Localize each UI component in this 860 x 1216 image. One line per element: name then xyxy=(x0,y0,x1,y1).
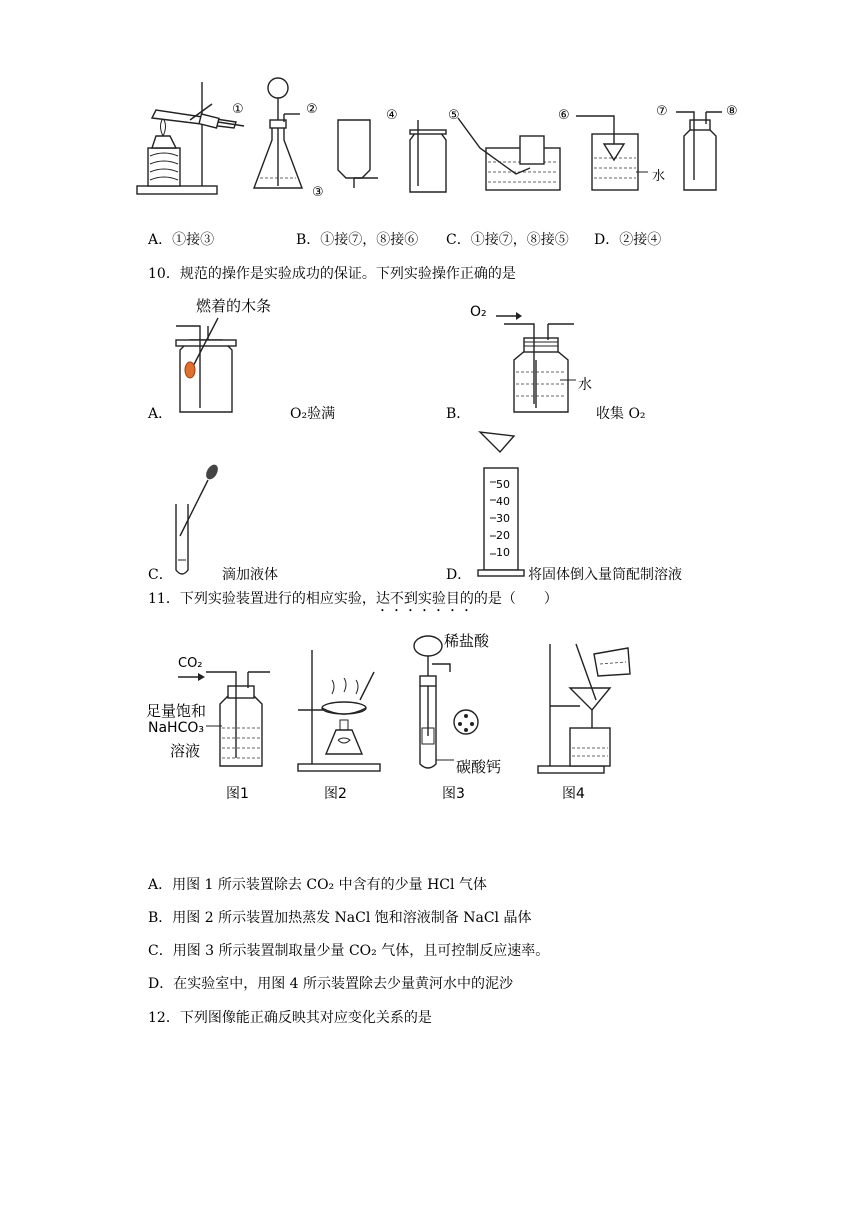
scale-mark-40: 40 xyxy=(496,495,510,508)
scale-mark-20: 20 xyxy=(496,529,510,542)
q10-stem: 10．规范的操作是实验成功的保证。下列实验操作正确的是 xyxy=(148,266,516,282)
q11-option-b[interactable]: B．用图 2 所示装置加热蒸发 NaCl 饱和溶液制备 NaCl 晶体 xyxy=(148,910,532,926)
fig1-solution-line3: 溶液 xyxy=(170,742,201,760)
q10-option-b-text: 收集 O₂ xyxy=(596,406,646,422)
fig3-acid-label: 稀盐酸 xyxy=(444,632,490,650)
fig2-evaporation xyxy=(298,650,380,771)
device-label-1: ① xyxy=(232,102,244,117)
fig2-caption: 图2 xyxy=(324,786,347,802)
q10-option-d-text: 将固体倒入量筒配制溶液 xyxy=(528,567,682,583)
q11-option-c[interactable]: C．用图 3 所示装置制取量少量 CO₂ 气体，且可控制反应速率。 xyxy=(148,943,550,959)
device-label-8: ⑧ xyxy=(726,104,738,119)
fig1-caption: 图1 xyxy=(226,786,249,802)
device-label-3: ③ xyxy=(312,185,324,200)
q11-stem: 11．下列实验装置进行的相应实验，达不到实验目的的是（ ） xyxy=(148,591,558,607)
fig3-caption: 图3 xyxy=(442,786,465,802)
water-label-b: 水 xyxy=(578,377,592,393)
q10-option-b-letter[interactable]: B． xyxy=(446,406,471,422)
q9-option-b[interactable]: B．①接⑦，⑧接⑥ xyxy=(296,232,419,248)
fig4-caption: 图4 xyxy=(562,786,585,802)
scale-mark-10: 10 xyxy=(496,546,510,559)
q11-emphasis: 达不到实验目的 xyxy=(375,591,474,607)
scale-mark-50: 50 xyxy=(496,478,510,491)
q9-option-d[interactable]: D．②接④ xyxy=(594,232,662,248)
device-label-5: ⑤ xyxy=(448,108,460,123)
q10-option-a-text: O₂验满 xyxy=(290,406,336,422)
q10-option-c-letter[interactable]: C． xyxy=(148,567,173,583)
q9-option-c[interactable]: C．①接⑦，⑧接⑤ xyxy=(446,232,569,248)
q10-option-a-letter[interactable]: A． xyxy=(148,406,173,422)
q11-option-d[interactable]: D．在实验室中，用图 4 所示装置除去少量黄河水中的泥沙 xyxy=(148,976,514,992)
fig1-co2-label: CO₂ xyxy=(178,656,203,671)
q9-option-a[interactable]: A．①接③ xyxy=(148,232,215,248)
device-label-4: ④ xyxy=(386,108,398,123)
fig3-co2-generator xyxy=(414,636,478,768)
fig4-filtration xyxy=(538,644,630,773)
device-label-6: ⑥ xyxy=(558,108,570,123)
fig1-wash-bottle xyxy=(178,672,270,766)
scale-mark-30: 30 xyxy=(496,512,510,525)
water-label: 水 xyxy=(652,169,666,184)
fig1-solution-line1: 足量饱和 xyxy=(146,702,207,720)
q10-option-d-letter[interactable]: D． xyxy=(446,567,472,583)
fig3-solid-label: 碳酸钙 xyxy=(456,758,502,776)
burning-stick-label: 燃着的木条 xyxy=(196,297,272,315)
fig1-solution-line2: NaHCO₃ xyxy=(148,720,204,736)
device-label-7: ⑦ xyxy=(656,104,668,119)
device-label-2: ② xyxy=(306,102,318,117)
q12-stem: 12．下列图像能正确反映其对应变化关系的是 xyxy=(148,1010,432,1026)
q11-option-a[interactable]: A．用图 1 所示装置除去 CO₂ 中含有的少量 HCl 气体 xyxy=(148,877,487,893)
q10-option-c-text: 滴加液体 xyxy=(222,567,278,583)
o2-inlet-label: O₂ xyxy=(470,304,487,320)
